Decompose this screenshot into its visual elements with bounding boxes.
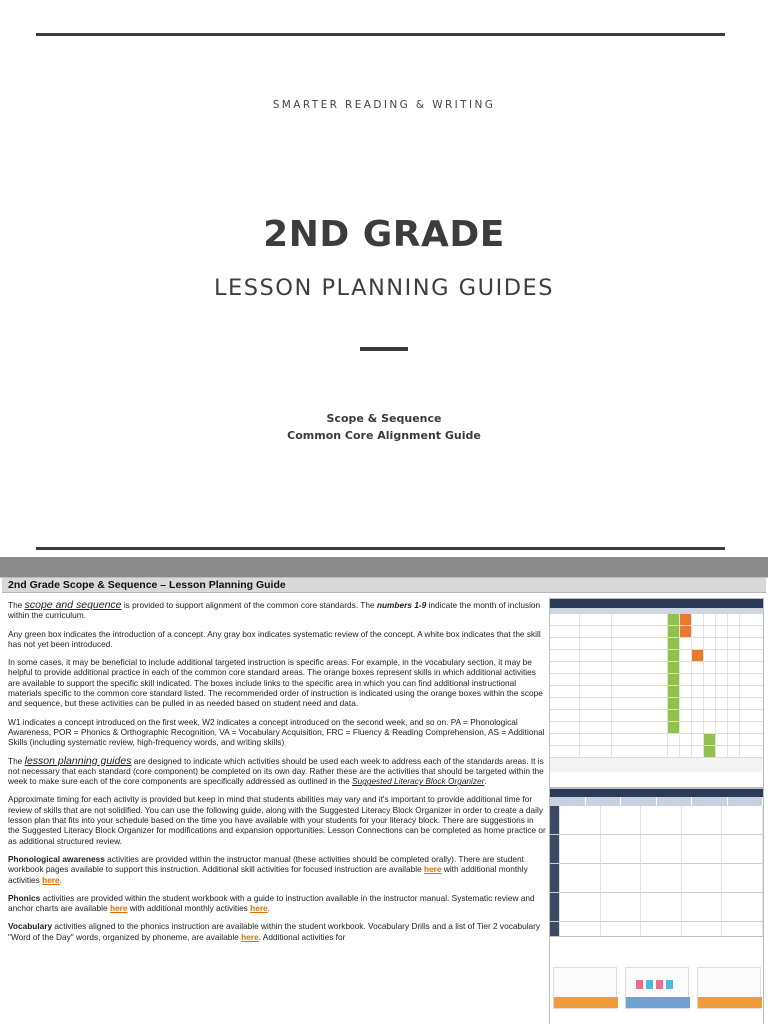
thumbnail-columns (550, 797, 763, 806)
phonological-paragraph: Phonological awareness activities are provided within the instructor manual (these activities should be completed orally). There are student workbook pages available to support this instruction. Additional skill activities for focused instruction are available here with additional monthly activities here. (8, 853, 528, 885)
divider-dash (360, 347, 408, 351)
table-row (550, 626, 763, 638)
table-row (550, 686, 763, 698)
brand-name: SMARTER READING & WRITING (272, 99, 496, 111)
phonics-paragraph: Phonics activities are provided within the student workbook with a guide to instruction available in the instructor manual. Systematic review and anchor charts are available here with additional monthly activities here. (8, 892, 535, 914)
table-row (550, 734, 763, 746)
thumbnail-header (550, 599, 763, 608)
thumbnail-card (553, 967, 617, 1009)
scope-sequence-page (0, 577, 768, 1024)
table-row (550, 746, 763, 758)
thumbnail-card (625, 967, 689, 1009)
abbreviations-paragraph: W1 indicates a concept introduced on the first week, W2 indicates a concept introduced on the second week, and so on. PA = Phonological Awareness, POR = Phonics & Orthographic Recognition, VA = Vocabulary Acquisition, FRC = Fluency & Reading Comprehension, AS = Additional Skills (including systematic review, high-frequency words, and writing skills) (8, 716, 545, 748)
lesson-guide-thumbnail (549, 788, 764, 948)
phonics-monthly-link[interactable]: here (250, 903, 268, 914)
block-organizer-link[interactable]: Suggested Literacy Block Organizer (352, 776, 485, 787)
phonological-monthly-link[interactable]: here (42, 874, 60, 885)
phonics-review-link[interactable]: here (109, 903, 128, 914)
thumbnail-card (697, 967, 761, 1009)
alignment-guide-label: Common Core Alignment Guide (287, 429, 481, 442)
scope-sequence-thumbnail (549, 598, 764, 788)
vocabulary-paragraph: Vocabulary activities aligned to the phonics instruction are available within the student workbook. Vocabulary Drills and a list of Tier 2 vocabulary "Word of the Day" words, organized by phoneme, are available here. Additional activities for (8, 921, 541, 942)
table-row (550, 698, 763, 710)
thumbnail-footnote (550, 758, 763, 772)
table-row (550, 662, 763, 674)
table-row (550, 710, 763, 722)
vocabulary-link[interactable]: here (241, 931, 259, 942)
phonological-skills-link[interactable]: here (424, 864, 442, 875)
scope-sequence-link[interactable]: scope and sequence (24, 599, 122, 611)
document-subtitle: LESSON PLANNING GUIDES (213, 275, 555, 301)
table-row (550, 638, 763, 650)
grade-title: 2ND GRADE (263, 214, 505, 255)
scope-sequence-label: Scope & Sequence (326, 412, 442, 425)
intro-paragraph: The scope and sequence is provided to support alignment of the common core standards. The numbers 1-9 indicate the month of inclusion within the curriculum. (8, 599, 541, 621)
table-row (550, 674, 763, 686)
thumbnail-cards (553, 967, 761, 1009)
orange-box-paragraph: In some cases, it may be beneficial to include additional targeted instruction is specific areas. For example, in the vocabulary section, it may be helpful to provide additional practice in each of the common core standard areas. The orange boxes represent skills in which additional activities are available to support the specific skill indicated. The boxes include links to the specific area in which you can find additional instructional materials specific to the common core standard listed. The recommended order of instruction is indicated using the orange boxes within the scope and sequence, but these activities can be pulled in as needed based on student need and data. (8, 657, 543, 709)
top-rule (36, 33, 725, 36)
thumbnail-header (550, 789, 763, 797)
lesson-planning-guides-link[interactable]: lesson planning guides (24, 754, 132, 767)
thumbnail-title (550, 937, 763, 943)
activities-library-thumbnail (549, 936, 764, 1024)
thumbnail-grid (550, 806, 763, 948)
body-text (8, 600, 546, 950)
box-legend-paragraph: Any green box indicates the introduction of a concept. Any gray box indicates systematic review of the concept. A white box indicates that the skill has not yet been introduced. (8, 628, 541, 649)
timing-paragraph: Approximate timing for each activity is provided but keep in mind that students abilities may vary and it's important to provide additional time for review of skills that are not solidified. You can use the following guide, along with the Suggested Literacy Block Organizer in order to create a daily lesson plan that fits into your schedule based on the time you have available with your students for your literacy block. There are suggestions in the Suggested Literacy Block Organizer for modifications and expansion opportunities. Lesson Connections can be completed as home practice or as additional structured review. (8, 794, 546, 846)
bottom-rule (36, 547, 725, 550)
table-row (550, 614, 763, 626)
table-row (550, 722, 763, 734)
page-header: 2nd Grade Scope & Sequence – Lesson Planning Guide (2, 578, 766, 593)
table-row (550, 650, 763, 662)
planning-guides-paragraph: The lesson planning guides are designed to indicate which activities should be used each week to address each of the standards areas. It is not necessary that each standard (core component) be completed on its own day. Rather these are the activities that should be targeted within the week to make sure each of the core components are specifically addressed as outlined in the Suggested Literacy Block Organizer. (8, 754, 544, 787)
